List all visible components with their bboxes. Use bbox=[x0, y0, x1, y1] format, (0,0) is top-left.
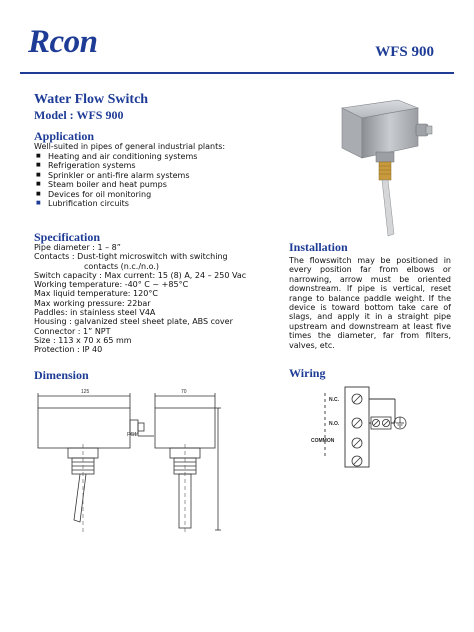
specification-list bbox=[34, 243, 246, 355]
spec-line: Max working pressure: 22bar bbox=[34, 298, 151, 308]
model-code: WFS 900 bbox=[375, 44, 434, 60]
spec-line: Paddles: in stainless steel V4A bbox=[34, 308, 156, 318]
dimension-label: PG11 bbox=[127, 432, 140, 438]
spec-line: Contacts : Dust-tight microswitch with switching bbox=[34, 252, 228, 262]
list-item: ■ Lubrification circuits bbox=[34, 199, 197, 208]
dimension-label: 125 bbox=[81, 389, 90, 395]
brand-logo: Rcon bbox=[28, 24, 98, 60]
product-photo bbox=[336, 94, 436, 239]
application-intro: Well-suited in pipes of general industrial plants: bbox=[34, 142, 226, 151]
wiring-heading: Wiring bbox=[289, 366, 326, 380]
spec-line: Working temperature: -40° C ~ +85°C bbox=[34, 280, 189, 290]
dimension-drawing bbox=[30, 388, 240, 540]
installation-heading: Installation bbox=[289, 240, 348, 254]
spec-line: Connector : 1” NPT bbox=[34, 326, 111, 336]
model-line: Model : WFS 900 bbox=[34, 108, 124, 122]
dimension-label: 70 bbox=[181, 389, 187, 395]
dimension-heading: Dimension bbox=[34, 368, 89, 382]
list-item: ■ Heating and air conditioning systems bbox=[34, 152, 197, 161]
installation-text: The flowswitch may be positioned in every position far from elbows or narrowing, arrow must be oriented downstream. If pipe is vertical, reset range to balance paddle weight. If the device is toward bottom take care of slags, and apply it in a straight pipe upstream and downstream at least five times the diameter, far from filters, valves, etc. bbox=[289, 256, 451, 350]
wiring-diagram bbox=[295, 385, 445, 485]
list-item: ■ Refrigeration systems bbox=[34, 161, 197, 170]
spec-line: Size : 113 x 70 x 65 mm bbox=[34, 335, 132, 345]
terminal-label-no: N.O. bbox=[329, 421, 340, 427]
spec-line: Max liquid temperature: 120°C bbox=[34, 289, 158, 299]
header-divider bbox=[20, 72, 454, 74]
list-item: ■ Steam boiler and heat pumps bbox=[34, 180, 197, 189]
spec-line: Housing : galvanized steel sheet plate, ABS cover bbox=[34, 317, 233, 327]
spec-line: Protection : IP 40 bbox=[34, 345, 103, 355]
spec-line: contacts (n.c./n.o.) bbox=[84, 261, 160, 271]
application-list bbox=[34, 152, 197, 208]
spec-line: Switch capacity : Max current: 15 (8) A, 24 – 250 Vac bbox=[34, 270, 247, 280]
terminal-label-common: COMMON bbox=[311, 438, 335, 444]
page-title: Water Flow Switch bbox=[34, 92, 149, 107]
specification-heading: Specification bbox=[34, 230, 100, 244]
terminal-label-nc: N.C. bbox=[329, 397, 339, 403]
application-heading: Application bbox=[34, 129, 95, 143]
list-item: ■ Sprinkler or anti-fire alarm systems bbox=[34, 171, 197, 180]
ground-icon bbox=[394, 417, 406, 429]
spec-line: Pipe diameter : 1 – 8” bbox=[34, 243, 121, 252]
list-item: ■ Devices for oil monitoring bbox=[34, 190, 197, 199]
